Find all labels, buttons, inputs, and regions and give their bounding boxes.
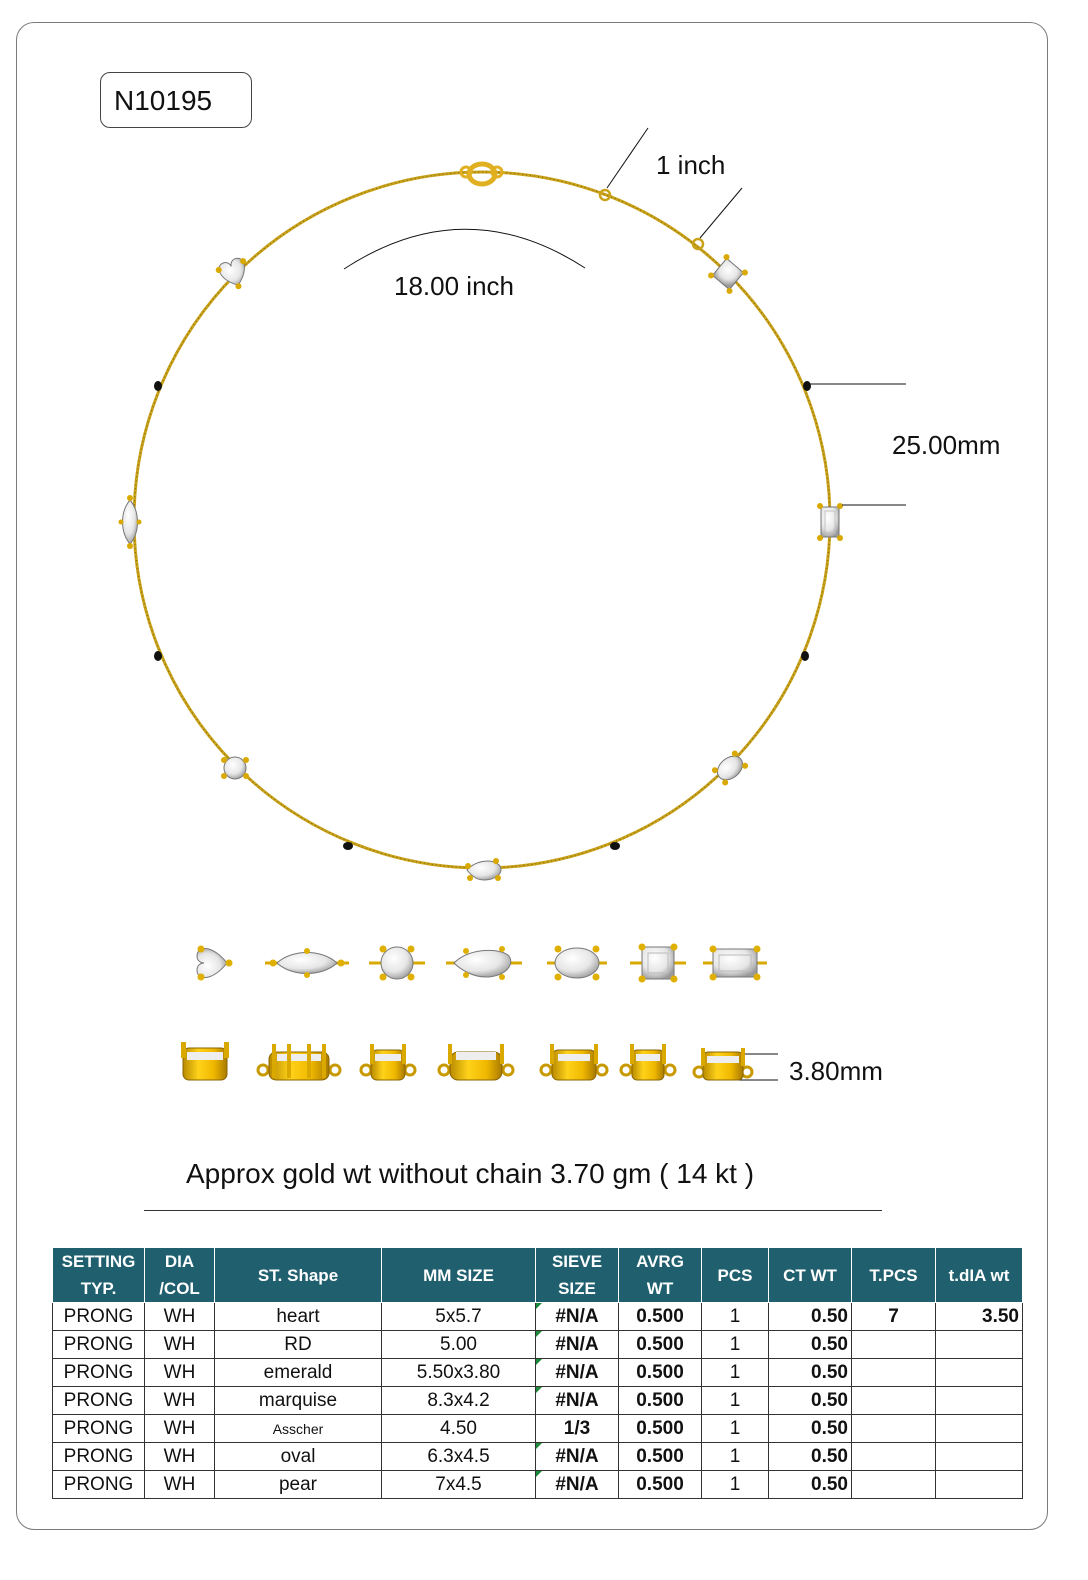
cell-sieve: #N/A — [536, 1443, 619, 1471]
side-round — [361, 1044, 415, 1080]
cell-avrg-wt: 0.500 — [619, 1471, 702, 1499]
cell-pcs: 1 — [702, 1331, 769, 1359]
table-header-row — [53, 1248, 1023, 1303]
table-row — [53, 1359, 1023, 1387]
cell-total-dia-wt — [936, 1471, 1023, 1499]
col-sieve-size: SIEVE SIZE — [536, 1248, 619, 1303]
side-asscher — [621, 1044, 675, 1080]
side-heart — [181, 1042, 229, 1080]
black-bead — [803, 381, 811, 391]
cell-total-pcs — [852, 1471, 936, 1499]
cell-avrg-wt: 0.500 — [619, 1387, 702, 1415]
lobster-clasp — [461, 164, 502, 184]
cell-shape: Asscher — [215, 1415, 382, 1443]
cell-shape: pear — [215, 1471, 382, 1499]
cell-mm-size: 4.50 — [382, 1415, 536, 1443]
gold-note-rule — [144, 1210, 882, 1211]
one-inch-label: 1 inch — [656, 150, 726, 180]
cell-sieve: 1/3 — [536, 1415, 619, 1443]
cell-dia-col: WH — [145, 1443, 215, 1471]
cell-setting: PRONG — [53, 1471, 145, 1499]
stone-emerald — [817, 503, 843, 541]
cell-pcs: 1 — [702, 1443, 769, 1471]
top-heart — [197, 946, 233, 981]
cell-setting: PRONG — [53, 1331, 145, 1359]
cell-total-pcs — [852, 1443, 936, 1471]
cell-pcs: 1 — [702, 1359, 769, 1387]
table-row — [53, 1443, 1023, 1471]
cell-dia-col: WH — [145, 1331, 215, 1359]
cell-shape: heart — [215, 1303, 382, 1331]
cell-total-dia-wt — [936, 1331, 1023, 1359]
black-bead — [801, 651, 809, 661]
cell-dia-col: WH — [145, 1415, 215, 1443]
cell-setting: PRONG — [53, 1359, 145, 1387]
col-mm-size: MM SIZE — [382, 1248, 536, 1303]
cell-shape: oval — [215, 1443, 382, 1471]
col-pcs: PCS — [702, 1248, 769, 1303]
cell-ct-wt: 0.50 — [769, 1359, 852, 1387]
cell-pcs: 1 — [702, 1471, 769, 1499]
black-bead — [343, 842, 353, 850]
cell-total-pcs — [852, 1331, 936, 1359]
leader-line — [700, 188, 742, 238]
col-avrg-wt: AVRG WT — [619, 1248, 702, 1303]
cell-total-pcs — [852, 1359, 936, 1387]
top-round — [369, 946, 425, 981]
side-view-settings — [181, 1042, 752, 1080]
chain-length-label: 18.00 inch — [394, 271, 514, 301]
cell-setting: PRONG — [53, 1303, 145, 1331]
cell-avrg-wt: 0.500 — [619, 1331, 702, 1359]
top-view-settings — [197, 944, 767, 983]
cell-setting: PRONG — [53, 1443, 145, 1471]
cell-sieve: #N/A — [536, 1359, 619, 1387]
side-oval — [541, 1044, 607, 1080]
cell-total-pcs: 7 — [852, 1303, 936, 1331]
table-row — [53, 1387, 1023, 1415]
col-total-dia-wt: t.dIA wt — [936, 1248, 1023, 1303]
col-total-pcs: T.PCS — [852, 1248, 936, 1303]
product-code: N10195 — [100, 72, 252, 128]
height-label: 3.80mm — [789, 1056, 883, 1086]
cell-ct-wt: 0.50 — [769, 1303, 852, 1331]
cell-sieve: #N/A — [536, 1471, 619, 1499]
cell-total-dia-wt — [936, 1387, 1023, 1415]
top-oval — [547, 946, 607, 981]
cell-dia-col: WH — [145, 1471, 215, 1499]
cell-pcs: 1 — [702, 1387, 769, 1415]
cell-shape: emerald — [215, 1359, 382, 1387]
cell-mm-size: 7x4.5 — [382, 1471, 536, 1499]
top-pear — [446, 946, 522, 980]
cell-total-pcs — [852, 1387, 936, 1415]
cell-dia-col: WH — [145, 1387, 215, 1415]
cell-setting: PRONG — [53, 1415, 145, 1443]
stone-round — [221, 757, 249, 779]
cell-ct-wt: 0.50 — [769, 1471, 852, 1499]
cell-total-dia-wt: 3.50 — [936, 1303, 1023, 1331]
cell-mm-size: 5.50x3.80 — [382, 1359, 536, 1387]
table-row — [53, 1331, 1023, 1359]
cell-ct-wt: 0.50 — [769, 1387, 852, 1415]
cell-total-dia-wt — [936, 1443, 1023, 1471]
cell-shape: marquise — [215, 1387, 382, 1415]
cell-pcs: 1 — [702, 1415, 769, 1443]
stone-pear — [465, 858, 501, 881]
cell-sieve: #N/A — [536, 1303, 619, 1331]
length-arc — [344, 229, 585, 269]
table-row — [53, 1415, 1023, 1443]
col-stone-shape: ST. Shape — [215, 1248, 382, 1303]
cell-mm-size: 5x5.7 — [382, 1303, 536, 1331]
leader-line — [607, 128, 648, 188]
cell-setting: PRONG — [53, 1387, 145, 1415]
cell-ct-wt: 0.50 — [769, 1415, 852, 1443]
stone-oval — [711, 749, 750, 786]
table-row — [53, 1303, 1023, 1331]
side-emerald — [694, 1048, 752, 1080]
cell-mm-size: 5.00 — [382, 1331, 536, 1359]
cell-mm-size: 6.3x4.5 — [382, 1443, 536, 1471]
cell-sieve: #N/A — [536, 1387, 619, 1415]
top-emerald — [703, 946, 767, 981]
table-row — [53, 1471, 1023, 1499]
cell-avrg-wt: 0.500 — [619, 1359, 702, 1387]
side-marquise — [258, 1044, 340, 1080]
cell-shape: RD — [215, 1331, 382, 1359]
cell-mm-size: 8.3x4.2 — [382, 1387, 536, 1415]
black-bead — [610, 842, 620, 850]
stone-spec-table — [52, 1247, 1023, 1499]
stone-marquise — [119, 495, 142, 549]
cell-sieve: #N/A — [536, 1331, 619, 1359]
cell-total-pcs — [852, 1415, 936, 1443]
col-setting-type: SETTING TYP. — [53, 1248, 145, 1303]
cell-dia-col: WH — [145, 1303, 215, 1331]
col-ct-wt: CT WT — [769, 1248, 852, 1303]
cell-avrg-wt: 0.500 — [619, 1415, 702, 1443]
spacing-label: 25.00mm — [892, 430, 1001, 460]
gold-weight-note: Approx gold wt without chain 3.70 gm ( 14 kt ) — [186, 1158, 755, 1189]
cell-pcs: 1 — [702, 1303, 769, 1331]
cell-total-dia-wt — [936, 1415, 1023, 1443]
col-dia-col: DIA /COL — [145, 1248, 215, 1303]
top-marquise — [265, 948, 349, 978]
cell-ct-wt: 0.50 — [769, 1443, 852, 1471]
black-bead — [154, 381, 162, 391]
top-asscher — [630, 944, 686, 983]
cell-avrg-wt: 0.500 — [619, 1303, 702, 1331]
cell-ct-wt: 0.50 — [769, 1331, 852, 1359]
black-bead — [154, 651, 162, 661]
cell-dia-col: WH — [145, 1359, 215, 1387]
side-pear — [439, 1044, 513, 1080]
cell-avrg-wt: 0.500 — [619, 1443, 702, 1471]
cell-total-dia-wt — [936, 1359, 1023, 1387]
